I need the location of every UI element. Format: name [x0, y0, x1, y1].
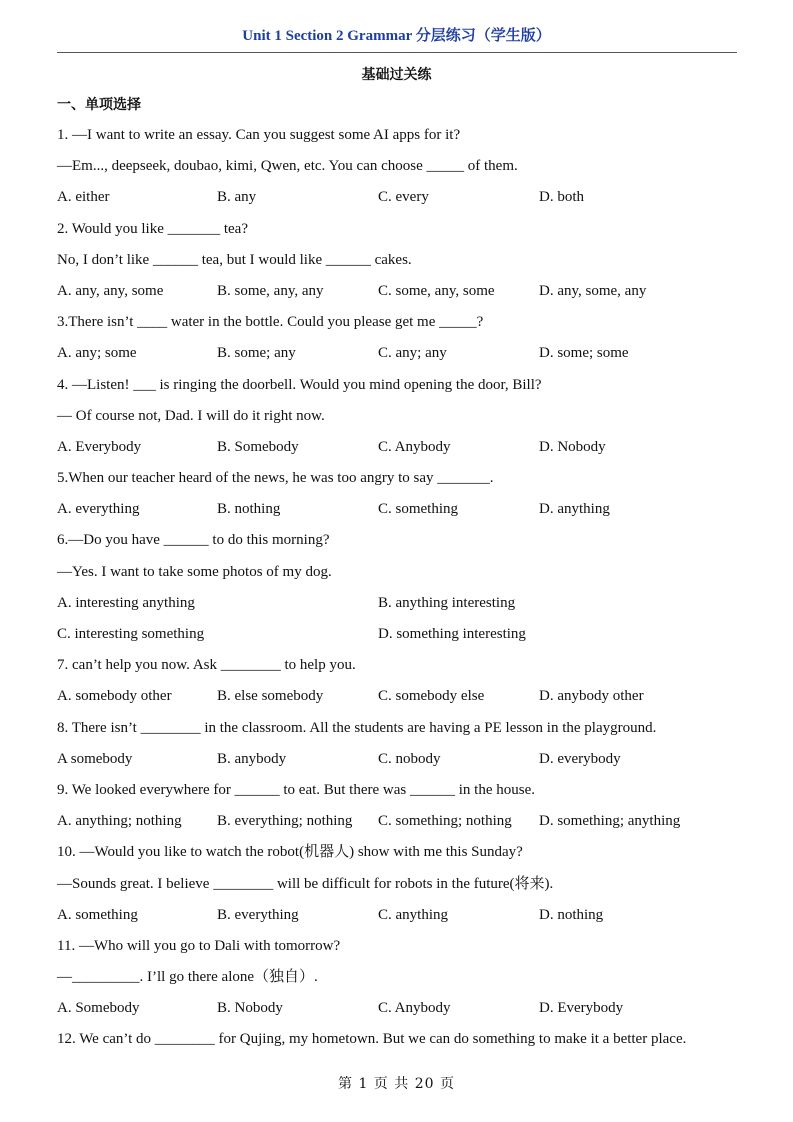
- option-d: D. something interesting: [378, 626, 526, 642]
- option-b: B. Nobody: [217, 1000, 283, 1017]
- option-b: B. else somebody: [217, 688, 324, 705]
- option-d: D. some; some: [539, 345, 629, 362]
- page-footer: 第 1 页 共 20 页: [338, 1076, 455, 1092]
- options-row: [57, 592, 747, 623]
- question-text: 11. —Who will you go to Dali with tomorrow?: [57, 937, 341, 954]
- question-text: 4. —Listen! ___ is ringing the doorbell. Would you mind opening the door, Bill?: [57, 376, 542, 393]
- option-d: D. anything: [539, 501, 610, 518]
- part-title: 一、单项选择: [57, 97, 141, 113]
- option-b: B. anybody: [217, 750, 287, 767]
- option-a: A. everything: [57, 501, 140, 518]
- question-text: 3.There isn’t ____ water in the bottle. Could you please get me _____?: [57, 314, 484, 331]
- question-text: 9. We looked everywhere for ______ to eat. But there was ______ in the house.: [57, 781, 535, 798]
- option-d: D. everybody: [539, 750, 621, 767]
- options-row: [57, 997, 747, 1028]
- option-a: A. anything; nothing: [57, 813, 182, 830]
- question-text: — Of course not, Dad. I will do it right now.: [57, 407, 325, 424]
- option-d: D. anybody other: [539, 688, 644, 705]
- question: [57, 467, 747, 529]
- option-c: C. every: [378, 189, 429, 206]
- question-text: —Em..., deepseek, doubao, kimi, Qwen, etc. You can choose _____ of them.: [57, 158, 518, 175]
- question: [57, 717, 747, 779]
- option-a: A. Somebody: [57, 1000, 140, 1017]
- section-title: 基础过关练: [361, 67, 432, 83]
- question-text: 10. —Would you like to watch the robot(机器人) show with me this Sunday?: [57, 844, 523, 861]
- option-c: C. nobody: [378, 750, 441, 767]
- options-row: [57, 436, 747, 467]
- question-text: 8. There isn’t ________ in the classroom. All the students are having a PE lesson in the playground.: [57, 719, 657, 736]
- option-c: C. Anybody: [378, 438, 451, 455]
- option-d: D. nothing: [539, 906, 604, 923]
- option-a: A. any; some: [57, 345, 137, 362]
- options-row: [57, 342, 747, 373]
- question-text: 5.When our teacher heard of the news, he was too angry to say _______.: [57, 470, 494, 487]
- options-row: [57, 748, 747, 779]
- question: [57, 654, 747, 716]
- option-d: D. Everybody: [539, 1000, 624, 1017]
- option-b: B. everything; nothing: [217, 813, 353, 830]
- option-d: D. something; anything: [539, 813, 681, 830]
- question: [57, 218, 747, 312]
- question-text: —_________. I’ll go there alone（独自）.: [57, 969, 318, 986]
- option-c: C. anything: [378, 906, 448, 923]
- option-d: D. both: [539, 189, 584, 206]
- question-text: 2. Would you like _______ tea?: [57, 220, 248, 237]
- question: [57, 841, 747, 935]
- option-c: C. somebody else: [378, 688, 485, 705]
- document-header: Unit 1 Section 2 Grammar 分层练习（学生版）: [242, 28, 551, 44]
- option-c: C. something; nothing: [378, 813, 512, 830]
- option-d: D. any, some, any: [539, 282, 647, 299]
- option-a: A. something: [57, 906, 138, 923]
- question-text: No, I don’t like ______ tea, but I would like ______ cakes.: [57, 251, 412, 268]
- question: [57, 311, 747, 373]
- option-c: C. any; any: [378, 345, 447, 362]
- options-row: [57, 498, 747, 529]
- option-a: A somebody: [57, 750, 133, 767]
- question-text: 12. We can’t do ________ for Qujing, my hometown. But we can do something to make it a better place.: [57, 1031, 687, 1048]
- option-c: C. interesting something: [57, 626, 205, 642]
- option-b: B. Somebody: [217, 438, 299, 455]
- options-row: [57, 280, 747, 311]
- question: [57, 374, 747, 468]
- option-b: B. some, any, any: [217, 282, 324, 299]
- question-text: 7. can’t help you now. Ask ________ to help you.: [57, 657, 356, 674]
- question: [57, 935, 747, 1029]
- option-a: A. somebody other: [57, 688, 172, 705]
- option-b: B. everything: [217, 906, 299, 923]
- options-row: [57, 810, 747, 841]
- option-c: C. Anybody: [378, 1000, 451, 1017]
- options-row: [57, 186, 747, 217]
- option-c: C. some, any, some: [378, 282, 495, 299]
- question: [57, 529, 747, 654]
- option-b: B. anything interesting: [378, 594, 516, 611]
- question: [57, 1028, 747, 1059]
- option-d: D. Nobody: [539, 438, 606, 455]
- question-text: —Yes. I want to take some photos of my dog.: [57, 563, 332, 580]
- question-text: 6.—Do you have ______ to do this morning?: [57, 532, 330, 549]
- option-a: A. any, any, some: [57, 282, 164, 299]
- question-text: —Sounds great. I believe ________ will be difficult for robots in the future(将来).: [57, 875, 554, 892]
- option-b: B. some; any: [217, 345, 296, 362]
- option-a: A. Everybody: [57, 438, 142, 455]
- option-b: B. nothing: [217, 501, 281, 518]
- options-row: [57, 904, 747, 935]
- option-c: C. something: [378, 501, 459, 518]
- options-row: [57, 685, 747, 716]
- question: [57, 124, 747, 218]
- question: [57, 779, 747, 841]
- option-b: B. any: [217, 189, 257, 206]
- header-divider: [57, 52, 737, 53]
- option-a: A. either: [57, 189, 110, 206]
- question-list: [57, 124, 747, 1060]
- option-a: A. interesting anything: [57, 594, 195, 611]
- question-text: 1. —I want to write an essay. Can you suggest some AI apps for it?: [57, 127, 461, 143]
- options-row: [57, 623, 747, 654]
